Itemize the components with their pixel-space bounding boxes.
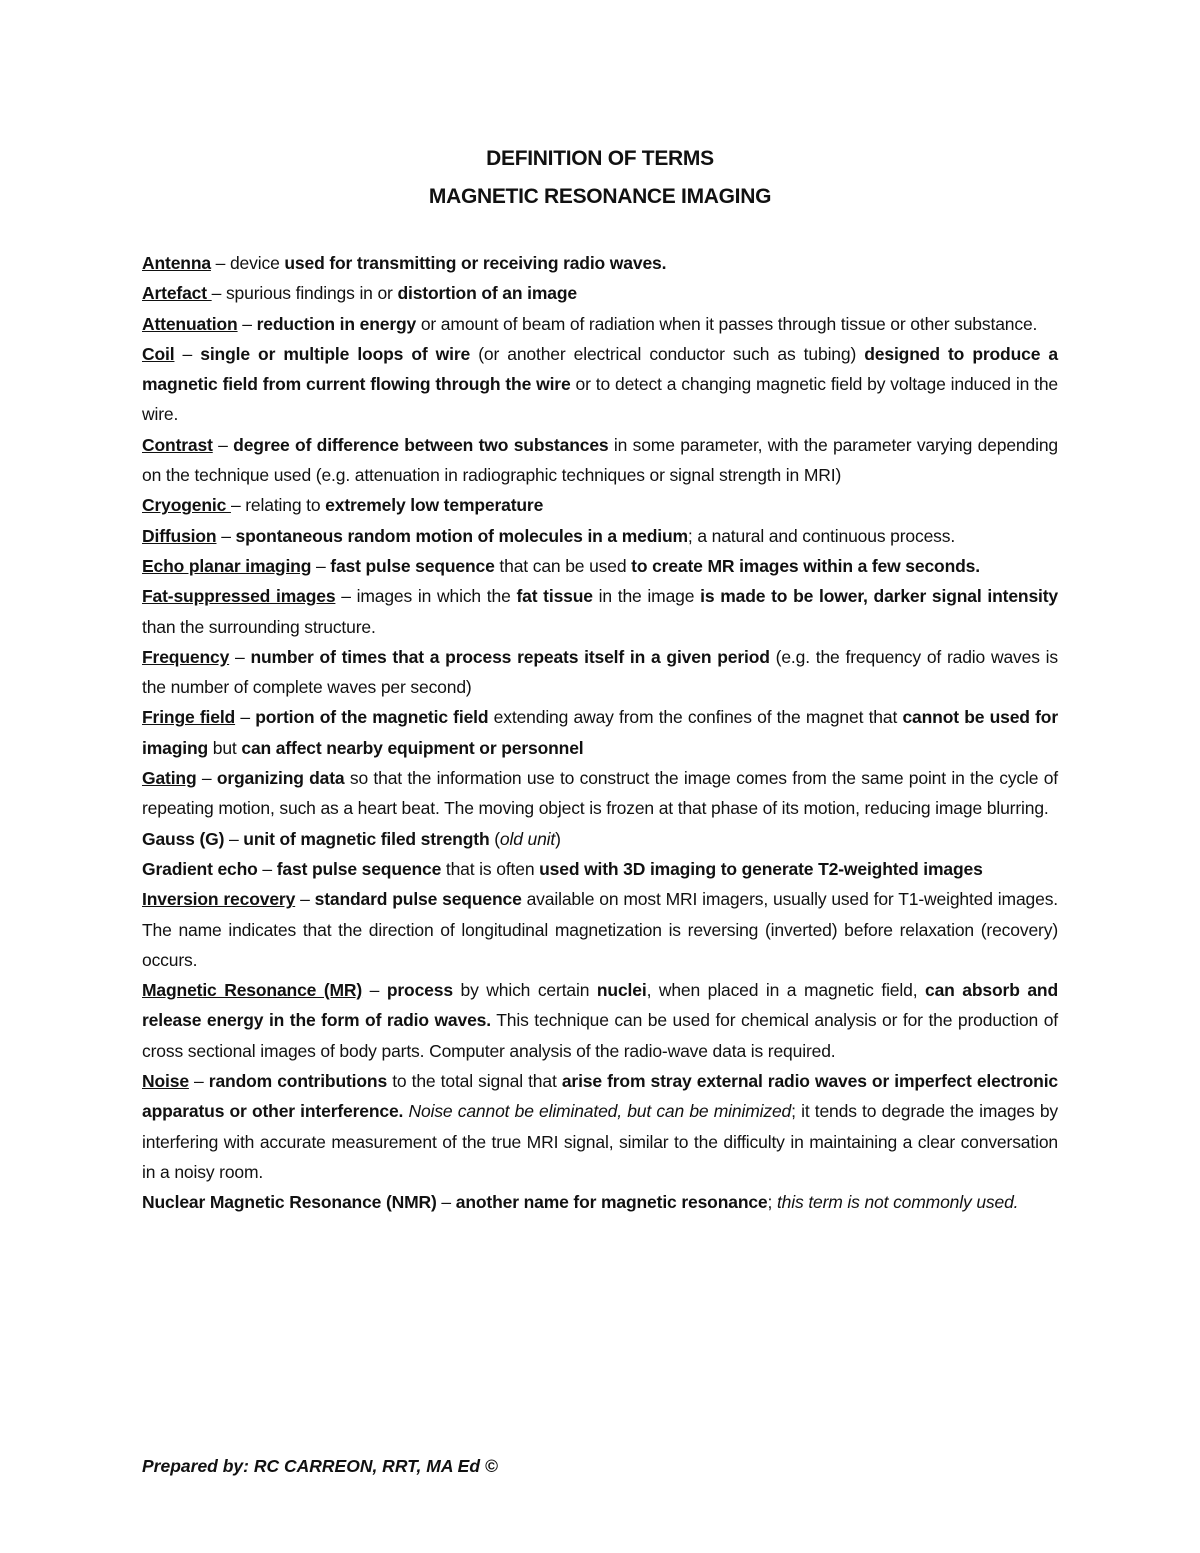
term-entry-contrast: Contrast – degree of difference between two substances in some parameter, with the parameter varying depending on the technique used (e.g. attenuation in radiographic techniques or signal strength in MRI)	[142, 434, 1058, 486]
term-entry-antenna: Antenna – device used for transmitting or receiving radio waves.	[142, 253, 667, 273]
term-entry-echo-planar-imaging: Echo planar imaging – fast pulse sequence that can be used to create MR images within a few seconds.	[142, 555, 980, 576]
term-name: Fat-suppressed images	[142, 586, 336, 607]
footer-credit: Prepared by: RC CARREON, RRT, MA Ed ©	[142, 1456, 498, 1476]
term-name: Gating	[142, 768, 197, 789]
term-name: Fringe field	[142, 707, 236, 728]
terms-list	[142, 248, 1058, 1218]
term-name: Coil	[142, 343, 175, 364]
term-name: Nuclear Magnetic Resonance (NMR)	[142, 1192, 437, 1213]
term-entry-frequency: Frequency – number of times that a process repeats itself in a given period (e.g. the frequency of radio waves is the number of complete waves per second)	[142, 646, 1059, 698]
term-name: Noise	[142, 1071, 189, 1092]
term-entry-attenuation: Attenuation – reduction in energy or amount of beam of radiation when it passes through tissue or other substance.	[142, 313, 1038, 334]
term-name: Antenna	[142, 253, 211, 273]
term-name: Artefact	[142, 283, 212, 304]
term-entry-gradient-echo: Gradient echo – fast pulse sequence that is often used with 3D imaging to generate T2-weighted images	[142, 858, 983, 879]
term-name: Frequency	[142, 646, 230, 667]
term-entry-inversion-recovery: Inversion recovery – standard pulse sequence available on most MRI imagers, usually used for T1-weighted images. The name indicates that the direction of longitudinal magnetization is reversing (inverted) before relaxation (recovery) occurs.	[142, 889, 1059, 970]
term-entry-fringe-field: Fringe field – portion of the magnetic field extending away from the confines of the magnet that cannot be used for imaging but can affect nearby equipment or personnel	[142, 707, 1058, 758]
term-entry-coil: Coil – single or multiple loops of wire (or another electrical conductor such as tubing) designed to produce a magnetic field from current flowing through the wire or to detect a changing magnetic field by voltage induced in the wire.	[142, 343, 1058, 425]
term-name: Gauss (G)	[142, 828, 225, 849]
term-name: Inversion recovery	[142, 889, 296, 910]
term-name: Gradient echo	[142, 858, 258, 879]
term-entry-artefact: Artefact – spurious findings in or distortion of an image	[142, 283, 577, 304]
term-name: Cryogenic	[142, 495, 231, 516]
term-entry-diffusion: Diffusion – spontaneous random motion of molecules in a medium; a natural and continuous process.	[142, 525, 956, 546]
term-entry-nmr: Nuclear Magnetic Resonance (NMR) – another name for magnetic resonance; this term is not commonly used.	[142, 1192, 1019, 1213]
page-subtitle: MAGNETIC RESONANCE IMAGING	[428, 185, 772, 208]
term-entry-fat-suppressed-images: Fat-suppressed images – images in which the fat tissue in the image is made to be lower, darker signal intensity than the surrounding structure.	[142, 586, 1058, 637]
term-entry-gauss: Gauss (G) – unit of magnetic filed strength (old unit)	[142, 828, 561, 849]
term-name: Magnetic Resonance (MR)	[142, 980, 363, 1001]
term-name: Contrast	[142, 434, 213, 455]
term-name: Diffusion	[142, 525, 217, 546]
term-entry-magnetic-resonance: Magnetic Resonance (MR) – process by which certain nuclei, when placed in a magnetic field, can absorb and release energy in the form of radio waves. This technique can be used for chemical analysis or for the production of cross sectional images of body parts. Computer analysis of the radio-wave data is required.	[142, 980, 1059, 1061]
term-entry-cryogenic: Cryogenic – relating to extremely low temperature	[142, 495, 544, 516]
term-entry-noise: Noise – random contributions to the total signal that arise from stray external radio waves or imperfect electronic apparatus or other interference. Noise cannot be eliminated, but can be minimized; it tends to degrade the images by interfering with accurate measurement of the true MRI signal, similar to the difficulty in maintaining a clear conversation in a noisy room.	[142, 1071, 1059, 1182]
page-title: DEFINITION OF TERMS	[486, 147, 714, 170]
term-entry-gating: Gating – organizing data so that the information use to construct the image comes from the same point in the cycle of repeating motion, such as a heart beat. The moving object is frozen at that phase of its motion, reducing image blurring.	[142, 768, 1058, 819]
term-name: Echo planar imaging	[142, 555, 312, 576]
term-name: Attenuation	[142, 313, 238, 334]
